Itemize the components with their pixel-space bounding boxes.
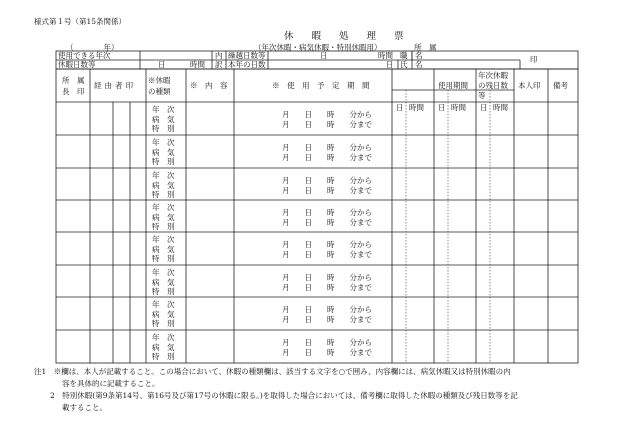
leave-type-option: 特 別 <box>152 157 175 166</box>
period-to: 月 日 時 分まで <box>282 186 372 195</box>
used-hour-unit: 時間 <box>451 103 466 112</box>
used-day-unit: 日 <box>438 103 446 112</box>
remaining-header-3: 等 <box>478 91 486 100</box>
leave-type-option: 特 別 <box>152 319 175 328</box>
hour-unit-2: 時間 <box>378 51 393 60</box>
leave-type-option: 病 気 <box>152 342 175 352</box>
period-from: 月 日 時 分から <box>282 143 372 152</box>
period-from: 月 日 時 分から <box>282 338 372 347</box>
leave-type-option: 病 気 <box>152 277 175 287</box>
leave-type-option: 病 気 <box>152 180 175 190</box>
period-from: 月 日 時 分から <box>282 110 372 119</box>
chief-seal-header-2: 長 印 <box>62 87 85 96</box>
period-to: 月 日 時 分まで <box>282 250 372 259</box>
usable-annual-leave-label: 使用できる年次 <box>58 51 111 60</box>
this-year-label: 本年の日数 <box>228 60 266 69</box>
period-hour-unit: 時間 <box>409 103 424 112</box>
leave-type-option: 特 別 <box>152 222 175 231</box>
content-header: ※ 内 容 <box>190 81 228 90</box>
day-unit: 日 <box>158 60 166 69</box>
leave-type-option: 年 次 <box>152 235 175 244</box>
carried-over-label: 繰越日数等 <box>228 51 266 60</box>
day-unit-3: 日 <box>386 60 394 69</box>
leave-type-option: 年 次 <box>152 333 175 342</box>
remaining-day-unit: 日 <box>480 103 488 112</box>
leave-type-option: 病 気 <box>152 212 175 222</box>
leave-type-option: 病 気 <box>152 244 175 254</box>
leave-type-option: 病 気 <box>152 147 175 157</box>
chief-seal-header-1: 所 属 <box>62 76 85 85</box>
leave-type-header-2: の種類 <box>148 87 171 96</box>
leave-type-option: 病 気 <box>152 309 175 319</box>
leave-type-option: 病 気 <box>152 114 175 124</box>
position-label: 職 名 <box>400 51 423 60</box>
period-from: 月 日 時 分から <box>282 240 372 249</box>
breakdown-label-2: 訳 <box>215 60 223 69</box>
period-to: 月 日 時 分まで <box>282 218 372 227</box>
note-1-line-2: 容を具体的に記載すること。 <box>62 379 160 388</box>
remaining-header-2: の残日数 <box>478 81 508 90</box>
leave-type-option: 年 次 <box>152 171 175 180</box>
period-to: 月 日 時 分まで <box>282 348 372 357</box>
used-period-header: 使用期間 <box>438 81 468 90</box>
period-to: 月 日 時 分まで <box>282 315 372 324</box>
leave-type-option: 特 別 <box>152 254 175 263</box>
form-label: 様式第１号（第15条関係） <box>34 17 127 26</box>
affiliation-label: 所 属 <box>414 43 437 52</box>
remaining-header-1: 年次休暇 <box>478 71 508 80</box>
period-to: 月 日 時 分まで <box>282 120 372 129</box>
leave-type-option: 特 別 <box>152 124 175 133</box>
form-title: 休暇処理票 <box>284 31 422 42</box>
leave-type-option: 特 別 <box>152 287 175 296</box>
leave-type-option: 特 別 <box>152 190 175 199</box>
note-2-line-1: 2 特別休暇(第9条第14号、第16号及び第17号の休暇に限る。)を取得した場合においては、備考欄に取得した休暇の種類及び残日数等を記 <box>50 391 518 400</box>
hour-unit: 時間 <box>190 60 205 69</box>
period-from: 月 日 時 分から <box>282 273 372 282</box>
planned-period-header: ※ 使 用 予 定 期 間 <box>272 81 370 90</box>
leave-type-header-1: ※休暇 <box>148 76 171 85</box>
period-to: 月 日 時 分まで <box>282 283 372 292</box>
year-label: （ 年） <box>66 43 119 52</box>
leave-type-option: 年 次 <box>152 300 175 309</box>
period-day-unit: 日 <box>396 103 404 112</box>
day-unit-2: 日 <box>320 51 328 60</box>
form-subtitle: （年次休暇・病気休暇・特別休暇用） <box>254 43 382 52</box>
period-to: 月 日 時 分まで <box>282 153 372 162</box>
name-label: 氏 名 <box>400 60 423 69</box>
leave-type-option: 年 次 <box>152 268 175 277</box>
breakdown-label-1: 内 <box>215 51 223 60</box>
seal-mark: 印 <box>530 55 538 64</box>
period-from: 月 日 時 分から <box>282 176 372 185</box>
leave-type-option: 特 別 <box>152 352 175 361</box>
leave-type-option: 年 次 <box>152 138 175 147</box>
leave-type-option: 年 次 <box>152 203 175 212</box>
period-from: 月 日 時 分から <box>282 208 372 217</box>
period-from: 月 日 時 分から <box>282 305 372 314</box>
remaining-hour-unit: 時間 <box>493 103 508 112</box>
note-1-line-1: 注1 ※欄は、本人が記載すること。この場合において、休暇の種類欄は、該当する文字を○で囲み、内容欄には、病気休暇又は特別休暇の内 <box>34 367 511 376</box>
remarks-header: 備考 <box>553 81 568 90</box>
personal-seal-header: 本人印 <box>518 81 541 90</box>
leave-type-option: 年 次 <box>152 105 175 114</box>
note-2-line-2: 載すること。 <box>62 403 107 412</box>
via-seal-header: 経由者印 <box>94 81 136 90</box>
leave-days-label: 休暇日数等 <box>58 60 96 69</box>
